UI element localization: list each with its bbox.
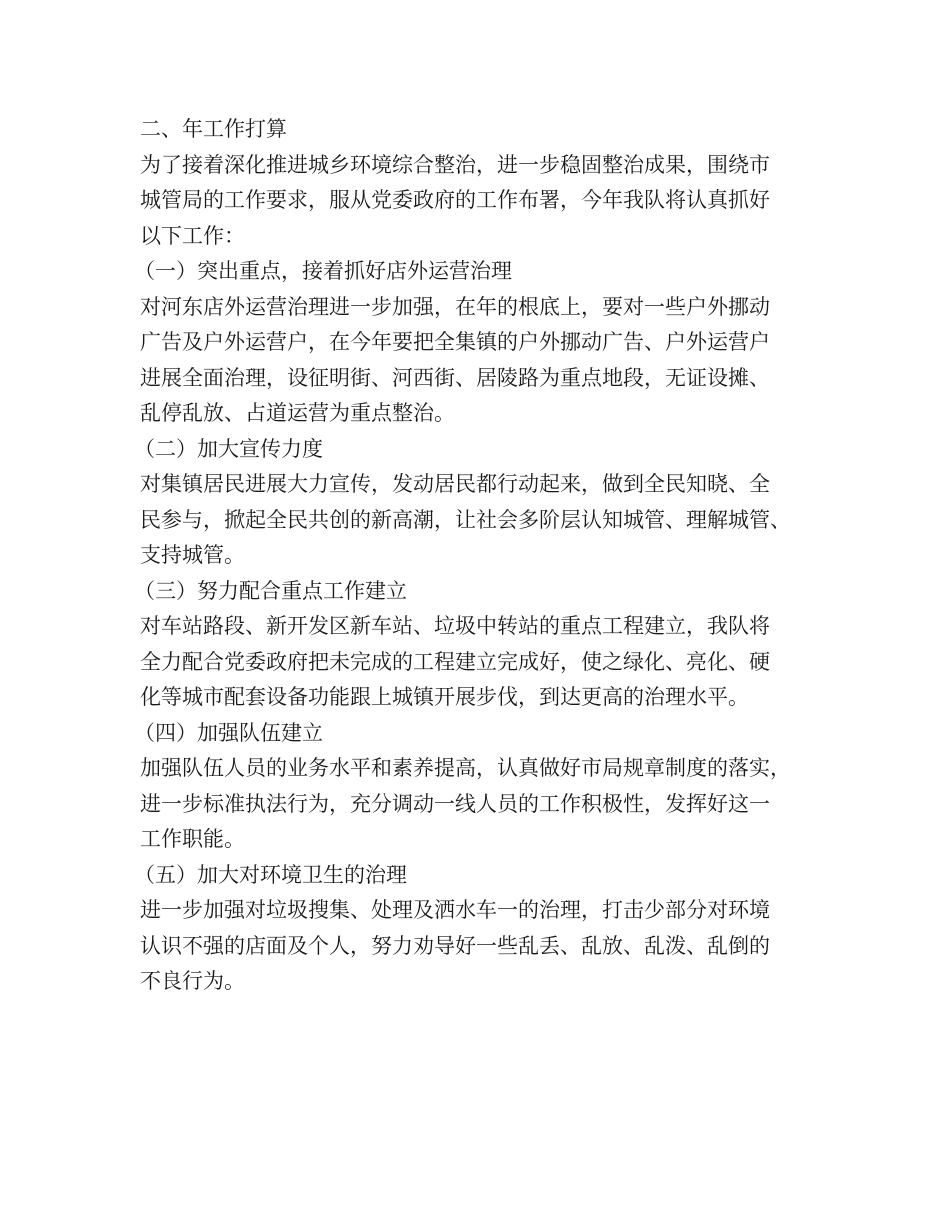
paragraph-line: 全力配合党委政府把未完成的工程建立完成好，使之绿化、亮化、硬 <box>140 649 770 674</box>
intro-line: 以下工作： <box>140 223 245 248</box>
section-heading: 二、年工作打算 <box>140 117 287 141</box>
paragraph-line: 进一步标准执法行为，充分调动一线人员的工作积极性，发挥好这一 <box>140 791 770 816</box>
intro-line: 城管局的工作要求，服从党委政府的工作布署，今年我队将认真抓好 <box>140 188 770 212</box>
paragraph-line: 进展全面治理，设征明街、河西街、居陵路为重点地段，无证设摊、 <box>140 365 770 390</box>
item-heading-5: （五）加大对环境卫生的治理 <box>134 862 407 887</box>
intro-line: 为了接着深化推进城乡环境综合整治，进一步稳固整治成果，围绕市 <box>140 152 770 177</box>
paragraph-line: 工作职能。 <box>140 827 245 851</box>
item-heading-3: （三）努力配合重点工作建立 <box>134 578 407 603</box>
item-heading-1: （一）突出重点，接着抓好店外运营治理 <box>134 259 512 283</box>
paragraph-line: 对集镇居民进展大力宣传，发动居民都行动起来，做到全民知晓、全 <box>140 472 770 496</box>
paragraph-line: 民参与，掀起全民共创的新高潮，让社会多阶层认知城管、理解城管、 <box>140 507 791 532</box>
paragraph-line: 广告及户外运营户，在今年要把全集镇的户外挪动广告、户外运营户 <box>140 330 770 354</box>
item-heading-4: （四）加强队伍建立 <box>134 720 323 745</box>
paragraph-line: 对车站路段、新开发区新车站、垃圾中转站的重点工程建立，我队将 <box>140 614 770 638</box>
paragraph-line: 不良行为。 <box>140 969 245 993</box>
paragraph-line: 支持城管。 <box>140 543 245 567</box>
paragraph-line: 进一步加强对垃圾搜集、处理及洒水车一的治理，打击少部分对环境 <box>140 898 770 922</box>
item-heading-2: （二）加大宣传力度 <box>134 436 323 461</box>
paragraph-line: 加强队伍人员的业务水平和素养提高，认真做好市局规章制度的落实， <box>140 756 791 780</box>
document-body <box>134 112 840 1000</box>
paragraph-line: 化等城市配套设备功能跟上城镇开展步伐，到达更高的治理水平。 <box>140 685 749 709</box>
paragraph-line: 乱停乱放、占道运营为重点整治。 <box>140 401 455 425</box>
paragraph-line: 对河东店外运营治理进一步加强，在年的根底上，要对一些户外挪动 <box>140 294 770 319</box>
paragraph-line: 认识不强的店面及个人，努力劝导好一些乱丢、乱放、乱泼、乱倒的 <box>140 933 770 958</box>
